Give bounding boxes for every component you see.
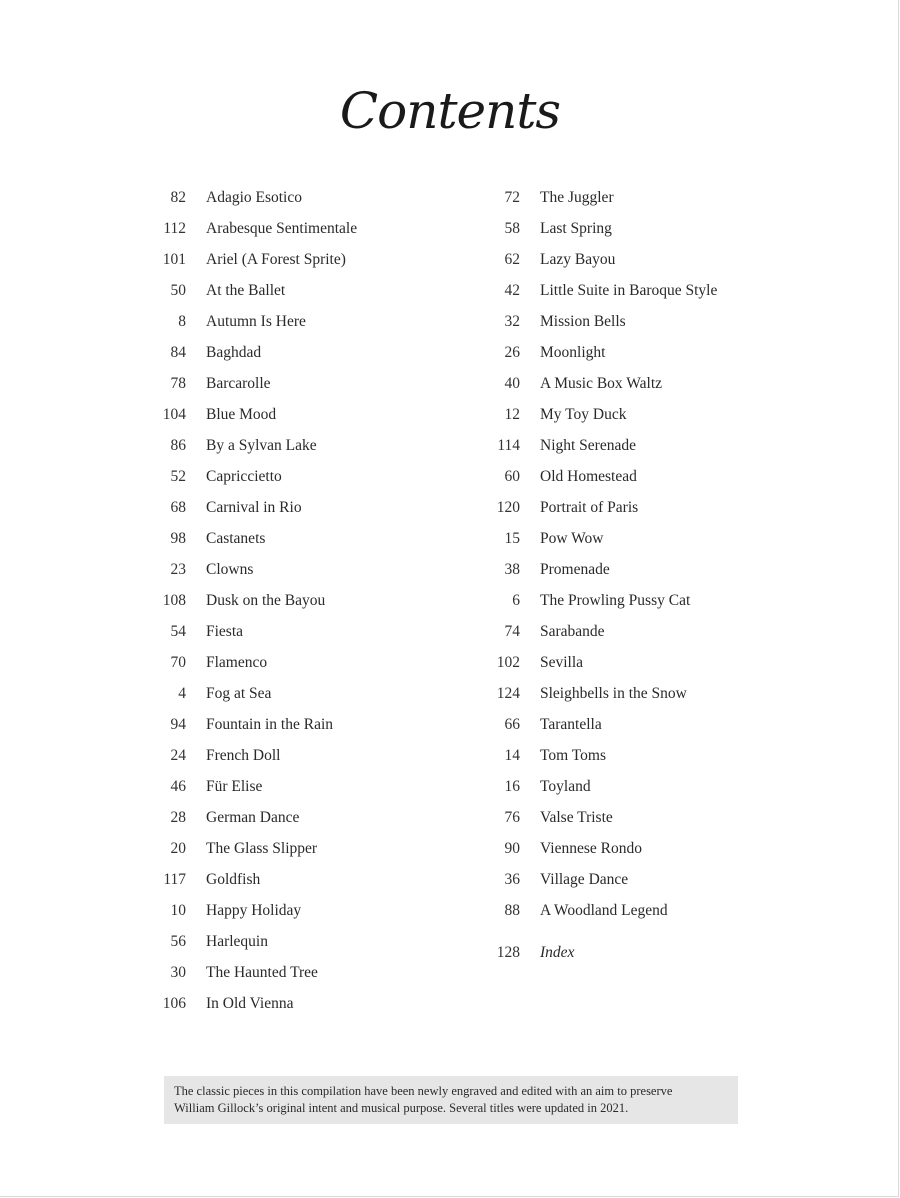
page-title: Contents bbox=[339, 82, 561, 140]
contents-entry bbox=[484, 492, 784, 523]
entry-page-number: 78 bbox=[170, 375, 186, 392]
entry-title: Night Serenade bbox=[540, 437, 636, 454]
entry-page-number: 84 bbox=[170, 344, 186, 361]
contents-entry bbox=[150, 554, 480, 585]
entry-page-number: 52 bbox=[170, 468, 186, 485]
entry-page-number: 82 bbox=[170, 189, 186, 206]
entry-title: Sevilla bbox=[540, 654, 584, 671]
entry-page-number: 40 bbox=[504, 375, 520, 392]
entry-title: Valse Triste bbox=[540, 809, 613, 826]
contents-entry bbox=[150, 864, 480, 895]
entry-title: French Doll bbox=[206, 747, 281, 764]
entry-title: Village Dance bbox=[540, 871, 629, 888]
entry-page-number: 42 bbox=[504, 282, 520, 299]
entry-page-number: 12 bbox=[504, 406, 520, 423]
entry-title: The Prowling Pussy Cat bbox=[540, 592, 691, 609]
entry-page-number: 20 bbox=[170, 840, 186, 857]
entry-title: In Old Vienna bbox=[206, 995, 294, 1012]
contents-entry bbox=[150, 895, 480, 926]
entry-page-number: 38 bbox=[504, 561, 520, 578]
entry-title: Happy Holiday bbox=[206, 902, 302, 919]
entry-title: Capriccietto bbox=[206, 468, 282, 485]
entry-title: Lazy Bayou bbox=[540, 251, 616, 268]
contents-entry bbox=[150, 213, 480, 244]
contents-entry bbox=[150, 616, 480, 647]
index-title: Index bbox=[540, 944, 575, 961]
entry-title: Toyland bbox=[540, 778, 591, 795]
entry-page-number: 114 bbox=[497, 437, 520, 454]
entry-page-number: 66 bbox=[504, 716, 520, 733]
entry-page-number: 70 bbox=[170, 654, 186, 671]
contents-entry bbox=[484, 430, 784, 461]
contents-entry bbox=[484, 337, 784, 368]
entry-page-number: 76 bbox=[504, 809, 520, 826]
contents-entry bbox=[484, 647, 784, 678]
contents-entry bbox=[150, 740, 480, 771]
contents-entry bbox=[150, 709, 480, 740]
entry-title: The Juggler bbox=[540, 189, 614, 206]
entry-page-number: 6 bbox=[512, 592, 520, 609]
entry-page-number: 124 bbox=[496, 685, 520, 702]
entry-page-number: 102 bbox=[496, 654, 520, 671]
contents-entry bbox=[150, 306, 480, 337]
entry-page-number: 46 bbox=[170, 778, 186, 795]
entry-title: Fog at Sea bbox=[206, 685, 272, 702]
entry-title: Arabesque Sentimentale bbox=[206, 220, 358, 237]
entry-title: Barcarolle bbox=[206, 375, 271, 392]
entry-title: The Haunted Tree bbox=[206, 964, 318, 981]
entry-title: Autumn Is Here bbox=[206, 313, 306, 330]
contents-entry bbox=[150, 802, 480, 833]
entry-page-number: 101 bbox=[162, 251, 186, 268]
entry-page-number: 30 bbox=[170, 964, 186, 981]
contents-entry bbox=[150, 492, 480, 523]
contents-entry bbox=[484, 864, 784, 895]
entry-title: Castanets bbox=[206, 530, 266, 547]
entry-title: German Dance bbox=[206, 809, 300, 826]
entry-title: Tom Toms bbox=[540, 747, 607, 764]
contents-entry bbox=[484, 554, 784, 585]
index-entry bbox=[484, 937, 784, 968]
entry-title: Last Spring bbox=[540, 220, 612, 237]
contents-entry bbox=[484, 523, 784, 554]
entry-page-number: 26 bbox=[504, 344, 520, 361]
contents-entry bbox=[150, 430, 480, 461]
contents-entry bbox=[150, 244, 480, 275]
entry-page-number: 88 bbox=[504, 902, 520, 919]
entry-page-number: 14 bbox=[504, 747, 520, 764]
contents-entry bbox=[484, 616, 784, 647]
entry-title: Promenade bbox=[540, 561, 610, 578]
entry-page-number: 4 bbox=[178, 685, 186, 702]
entry-title: Sarabande bbox=[540, 623, 605, 640]
contents-entry bbox=[150, 771, 480, 802]
entry-title: By a Sylvan Lake bbox=[206, 437, 317, 454]
entry-title: At the Ballet bbox=[206, 282, 286, 299]
entry-page-number: 50 bbox=[170, 282, 186, 299]
entry-page-number: 36 bbox=[504, 871, 520, 888]
contents-entry bbox=[150, 461, 480, 492]
entry-title: Pow Wow bbox=[540, 530, 604, 547]
contents-entry bbox=[484, 771, 784, 802]
entry-title: A Music Box Waltz bbox=[540, 375, 663, 392]
note-line-2: William Gillock’s original intent and musical purpose. Several titles were updated in 2021. bbox=[174, 1101, 629, 1115]
entry-title: My Toy Duck bbox=[540, 406, 627, 423]
contents-entry bbox=[484, 678, 784, 709]
entry-page-number: 8 bbox=[178, 313, 186, 330]
contents-entry bbox=[150, 368, 480, 399]
contents-left-column bbox=[150, 182, 480, 1019]
entry-title: Fiesta bbox=[206, 623, 244, 640]
entry-page-number: 106 bbox=[162, 995, 186, 1012]
entry-title: Für Elise bbox=[206, 778, 263, 795]
entry-page-number: 108 bbox=[162, 592, 186, 609]
entry-page-number: 72 bbox=[504, 189, 520, 206]
entry-page-number: 86 bbox=[170, 437, 186, 454]
contents-entry bbox=[484, 182, 784, 213]
contents-entry bbox=[150, 678, 480, 709]
contents-entry bbox=[150, 523, 480, 554]
entry-page-number: 94 bbox=[170, 716, 186, 733]
contents-entry bbox=[484, 895, 784, 926]
entry-title: Fountain in the Rain bbox=[206, 716, 334, 733]
entry-page-number: 117 bbox=[163, 871, 186, 888]
entry-title: The Glass Slipper bbox=[206, 840, 318, 857]
contents-entry bbox=[484, 709, 784, 740]
entry-title: Little Suite in Baroque Style bbox=[540, 282, 718, 299]
contents-entry bbox=[150, 833, 480, 864]
entry-title: A Woodland Legend bbox=[540, 902, 668, 919]
entry-title: Clowns bbox=[206, 561, 254, 578]
entry-title: Viennese Rondo bbox=[540, 840, 642, 857]
entry-page-number: 62 bbox=[504, 251, 520, 268]
entry-page-number: 104 bbox=[162, 406, 186, 423]
entry-page-number: 90 bbox=[504, 840, 520, 857]
entry-title: Baghdad bbox=[206, 344, 262, 361]
contents-entry bbox=[484, 368, 784, 399]
contents-entry bbox=[150, 399, 480, 430]
entry-title: Flamenco bbox=[206, 654, 268, 671]
entry-page-number: 24 bbox=[170, 747, 186, 764]
entry-title: Blue Mood bbox=[206, 406, 277, 423]
entry-page-number: 112 bbox=[163, 220, 186, 237]
entry-title: Ariel (A Forest Sprite) bbox=[206, 251, 346, 268]
contents-entry bbox=[484, 585, 784, 616]
entry-title: Tarantella bbox=[540, 716, 602, 733]
entry-title: Moonlight bbox=[540, 344, 606, 361]
entry-page-number: 16 bbox=[504, 778, 520, 795]
entry-page-number: 23 bbox=[170, 561, 186, 578]
entry-page-number: 60 bbox=[504, 468, 520, 485]
entry-title: Old Homestead bbox=[540, 468, 637, 485]
entry-page-number: 54 bbox=[170, 623, 186, 640]
index-page-number: 128 bbox=[496, 944, 520, 961]
entry-title: Mission Bells bbox=[540, 313, 626, 330]
contents-entry bbox=[150, 988, 480, 1019]
entry-page-number: 98 bbox=[170, 530, 186, 547]
entry-page-number: 28 bbox=[170, 809, 186, 826]
contents-entry bbox=[484, 802, 784, 833]
contents-right-column bbox=[484, 182, 784, 968]
contents-entry bbox=[150, 647, 480, 678]
contents-entry bbox=[484, 244, 784, 275]
contents-entry bbox=[150, 275, 480, 306]
contents-entry bbox=[150, 182, 480, 213]
contents-entry bbox=[484, 461, 784, 492]
entry-page-number: 120 bbox=[496, 499, 520, 516]
entry-title: Goldfish bbox=[206, 871, 261, 888]
entry-title: Carnival in Rio bbox=[206, 499, 302, 516]
entry-page-number: 10 bbox=[170, 902, 186, 919]
entry-page-number: 68 bbox=[170, 499, 186, 516]
entry-page-number: 32 bbox=[504, 313, 520, 330]
contents-entry bbox=[150, 926, 480, 957]
entry-title: Portrait of Paris bbox=[540, 499, 639, 516]
contents-entry bbox=[484, 833, 784, 864]
contents-entry bbox=[484, 275, 784, 306]
compilation-note bbox=[164, 1076, 738, 1124]
contents-entry bbox=[150, 585, 480, 616]
entry-page-number: 74 bbox=[504, 623, 520, 640]
entry-page-number: 15 bbox=[504, 530, 520, 547]
contents-entry bbox=[150, 337, 480, 368]
note-line-1: The classic pieces in this compilation have been newly engraved and edited with an aim to preserve bbox=[174, 1084, 673, 1098]
contents-entry bbox=[484, 399, 784, 430]
contents-entry bbox=[484, 213, 784, 244]
contents-entry bbox=[150, 957, 480, 988]
entry-title: Harlequin bbox=[206, 933, 268, 950]
entry-title: Dusk on the Bayou bbox=[206, 592, 326, 609]
entry-title: Sleighbells in the Snow bbox=[540, 685, 687, 702]
contents-entry bbox=[484, 740, 784, 771]
entry-title: Adagio Esotico bbox=[206, 189, 302, 206]
entry-page-number: 56 bbox=[170, 933, 186, 950]
contents-entry bbox=[484, 306, 784, 337]
entry-page-number: 58 bbox=[504, 220, 520, 237]
